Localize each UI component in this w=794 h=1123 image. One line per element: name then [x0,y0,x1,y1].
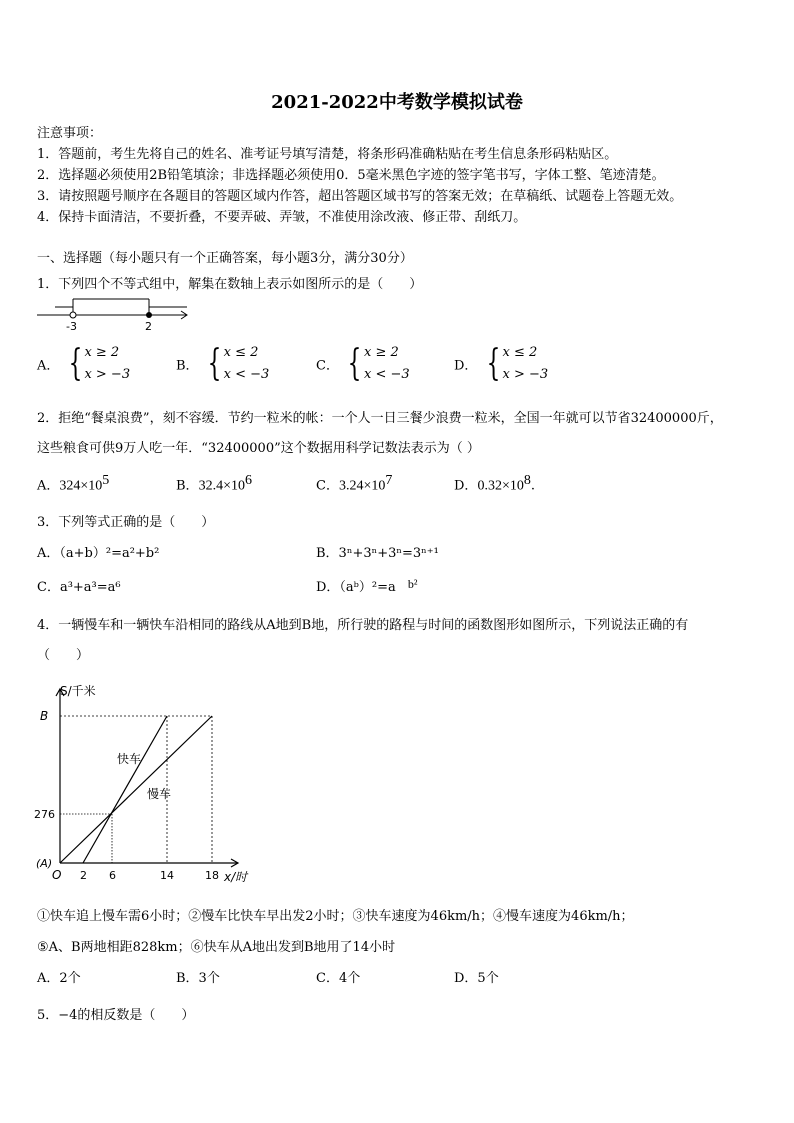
question-4-statements-line2: ⑤A、B两地相距828km；⑥快车从A地出发到B地用了14小时 [37,940,396,955]
notice-item: 3．请按照题号顺序在各题目的答题区域内作答，超出答题区域书写的答案无效；在草稿纸、试题卷上答题无效。 [37,189,683,204]
origin-label: O [52,868,62,882]
y-axis-label: S/千米 [60,684,96,698]
option-d[interactable]: D． { x ≤ 2 x > −3 [454,343,549,384]
x-tick: 2 [80,869,87,882]
option-c[interactable]: C． { x ≥ 2 x < −3 [316,343,410,384]
notice-heading: 注意事项： [37,126,103,141]
filled-circle-icon [146,312,152,318]
question-4-statements-line1: ①快车追上慢车需6小时；②慢车比快车早出发2小时；③快车速度为46km/h；④慢车速度为46km/h； [37,909,634,924]
option-b[interactable]: B．3个 [176,971,220,986]
fast-car-label: 快车 [117,752,142,766]
option-label: A． [37,358,60,374]
x-tick: 14 [160,869,174,882]
x-tick: 6 [109,869,116,882]
question-4-stem-line1: 4．一辆慢车和一辆快车沿相同的路线从A地到B地，所行驶的路程与时间的函数图形如图所示，下列说法正确的有 [37,618,689,633]
option-a[interactable]: A．（a+b）²=a²+b² [37,546,160,561]
question-1-stem: 1．下列四个不等式组中，解集在数轴上表示如图所示的是（ ） [37,277,423,292]
option-d[interactable]: D．5个 [454,971,499,986]
option-c[interactable]: C．$3.24\times 10^7$ [316,473,393,494]
slow-car-line [60,716,212,863]
option-b[interactable]: B． { x ≤ 2 x < −3 [176,343,270,384]
y-tick-276: 276 [34,808,55,821]
number-line-label-left: -3 [66,320,77,333]
question-2-stem-line2: 这些粮食可供9万人吃一年．“32400000”这个数据用科学记数法表示为（ ） [37,441,480,456]
question-5-stem: 5．−4的相反数是（ ） [37,1008,195,1023]
question-3-stem: 3．下列等式正确的是（ ） [37,515,215,530]
option-d[interactable]: D．$0.32\times 10^8$. [454,473,535,494]
y-tick-a: (A) [36,857,53,870]
option-b[interactable]: B．$32.4\times 10^6$ [176,473,252,494]
option-c[interactable]: C．4个 [316,971,361,986]
option-c[interactable]: C．a³+a³=a⁶ [37,580,121,595]
option-a[interactable]: A．2个 [37,971,81,986]
number-line-label-right: 2 [145,320,152,333]
option-a[interactable]: A．$324\times 10^5$ [37,473,110,494]
open-circle-icon [70,312,76,318]
notice-item: 4．保持卡面清洁，不要折叠，不要弄破、弄皱，不准使用涂改液、修正带、刮纸刀。 [37,210,527,225]
notice-item: 2．选择题必须使用2B铅笔填涂；非选择题必须使用0．5毫米黑色字迹的签字笔书写，字体工整、笔迹清楚。 [37,168,665,183]
x-tick: 18 [205,869,219,882]
notice-item: 1．答题前，考生先将自己的姓名、准考证号填写清楚，将条形码准确粘贴在考生信息条形码粘贴区。 [37,147,618,162]
page-title: 2021-2022中考数学模拟试卷 [271,92,523,113]
number-line-figure [37,294,197,334]
x-axis-label: x/时 [224,870,248,884]
y-tick-b: B [40,709,49,723]
option-a[interactable]: A． { x ≥ 2 x > −3 [37,343,131,384]
distance-time-graph [30,683,260,893]
question-2-stem-line1: 2．拒绝“餐桌浪费”，刻不容缓．节约一粒米的帐：一个人一日三餐少浪费一粒米，全国一年就可以节省32400000斤， [37,411,723,426]
option-b[interactable]: B．3ⁿ+3ⁿ+3ⁿ=3ⁿ⁺¹ [316,546,439,561]
option-d[interactable]: D．（aᵇ）²=a b² [316,577,418,595]
slow-car-label: 慢车 [147,787,172,801]
section-heading: 一、选择题（每小题只有一个正确答案，每小题3分，满分30分） [37,251,413,266]
question-4-stem-line2: （ ） [37,648,90,663]
